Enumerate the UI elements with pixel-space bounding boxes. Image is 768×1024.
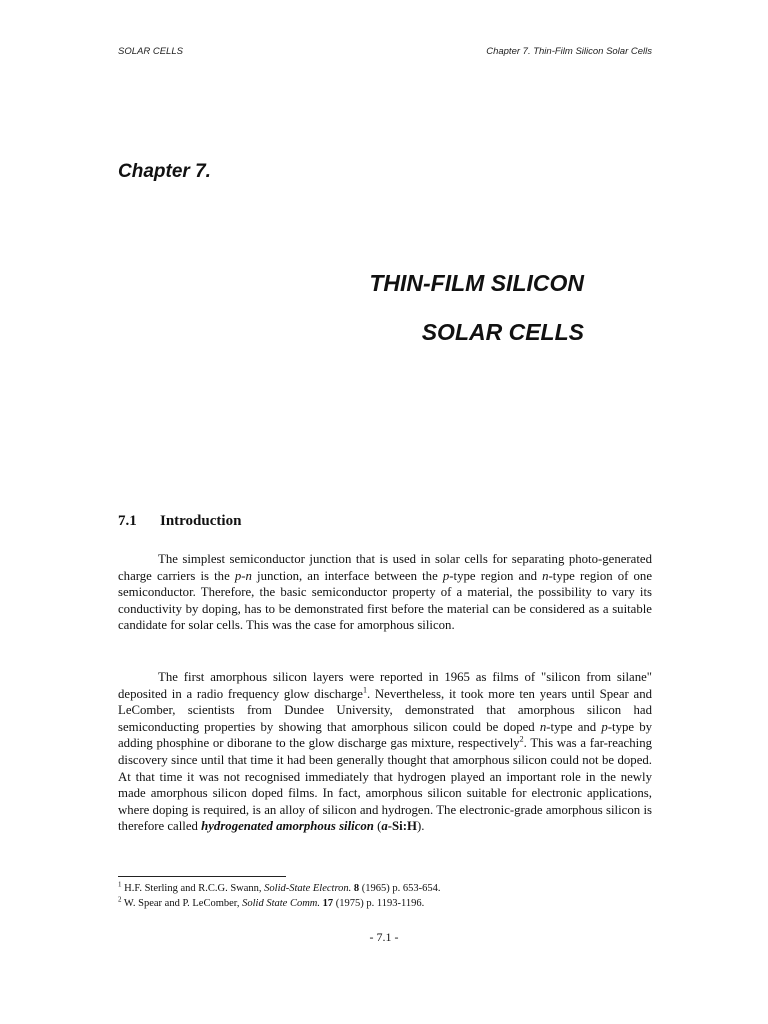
- paragraph-text: . Nevertheless, it took more ten years until Spear and LeComber, scientists from Dundee University, demonstrated that amorphous silicon had semiconducting properties by showing that amorphous silicon could be doped: [118, 686, 652, 734]
- footnote-journal: Solid-State Electron.: [264, 883, 352, 894]
- footnote-mark: 2: [118, 895, 122, 904]
- section-number: 7.1: [118, 513, 137, 529]
- footnote-rest: (1975) p. 1193-1196.: [333, 898, 425, 909]
- paragraph-text: -type region and: [449, 568, 543, 583]
- section-title: Introduction: [160, 513, 242, 529]
- footnote-authors: W. Spear and P. LeComber,: [121, 898, 243, 909]
- section-heading: [118, 513, 241, 530]
- paragraph-text: The simplest semiconductor junction that is used in solar cells for separating photo-generated charge carriers is the: [118, 552, 652, 583]
- footnote-ref-1[interactable]: 1: [362, 685, 367, 695]
- running-header-right: Chapter 7. Thin-Film Silicon Solar Cells: [486, 46, 652, 57]
- paragraph-intro-2: [118, 669, 652, 835]
- paragraph-text: ).: [416, 819, 425, 834]
- footnote-divider: [118, 876, 286, 877]
- footnote-ref-2[interactable]: 2: [519, 735, 524, 745]
- paragraph-text: -type by adding phosphine or diborane to the glow discharge gas mixture, respectively: [118, 719, 652, 751]
- footnote-2: [118, 897, 424, 910]
- italic-term: p: [601, 719, 608, 734]
- footnote-volume: 8: [351, 883, 360, 894]
- paragraph-intro-1: [118, 551, 652, 634]
- italic-term: n: [542, 568, 549, 583]
- page-number: - 7.1 -: [369, 930, 399, 944]
- footnote-authors: H.F. Sterling and R.C.G. Swann,: [121, 883, 265, 894]
- footnote-1: [118, 882, 441, 895]
- running-header-left: SOLAR CELLS: [118, 46, 183, 57]
- paragraph-text: -type and: [546, 719, 602, 734]
- paragraph-text: -type region of one semiconductor. Therefore, the basic semiconductor property of a material, the possibility to vary its conductivity by doping, has to be demonstrated first before the material can be considered as a suitable candidate for solar cells. This was the case for amorphous silicon.: [118, 568, 653, 633]
- footnote-rest: (1965) p. 653-654.: [359, 883, 441, 894]
- footnote-mark: 1: [118, 880, 122, 889]
- italic-term: p-n: [234, 568, 252, 583]
- key-term-abbrev: -Si:H: [387, 819, 417, 834]
- key-term-abbrev-prefix: a: [381, 819, 388, 834]
- chapter-title-line-1: THIN-FILM SILICON: [369, 270, 584, 296]
- key-term: hydrogenated amorphous silicon: [201, 819, 374, 834]
- footnote-journal: Solid State Comm.: [242, 898, 320, 909]
- chapter-label: Chapter 7.: [118, 161, 211, 182]
- paragraph-text: (: [373, 819, 382, 834]
- paragraph-text: . This was a far-reaching discovery since until that time it had been generally thought that amorphous silicon could not be doped. At that time it was not recognised immediately that hydrogen played an important role in the newly made amorphous silicon doped films. In fact, amorphous silicon suitable for electronic applications, where doping is required, is an alloy of silicon and hydrogen. The electronic-grade amorphous silicon is therefore called: [118, 736, 652, 834]
- italic-term: n: [539, 719, 547, 734]
- paragraph-text: The first amorphous silicon layers were reported in 1965 as films of "silicon from silane" deposited in a radio frequency glow discharge: [118, 670, 652, 701]
- paragraph-text: junction, an interface between the: [251, 568, 443, 583]
- italic-term: p: [442, 568, 450, 583]
- footnote-volume: 17: [319, 898, 334, 909]
- chapter-title-line-2: SOLAR CELLS: [421, 319, 584, 345]
